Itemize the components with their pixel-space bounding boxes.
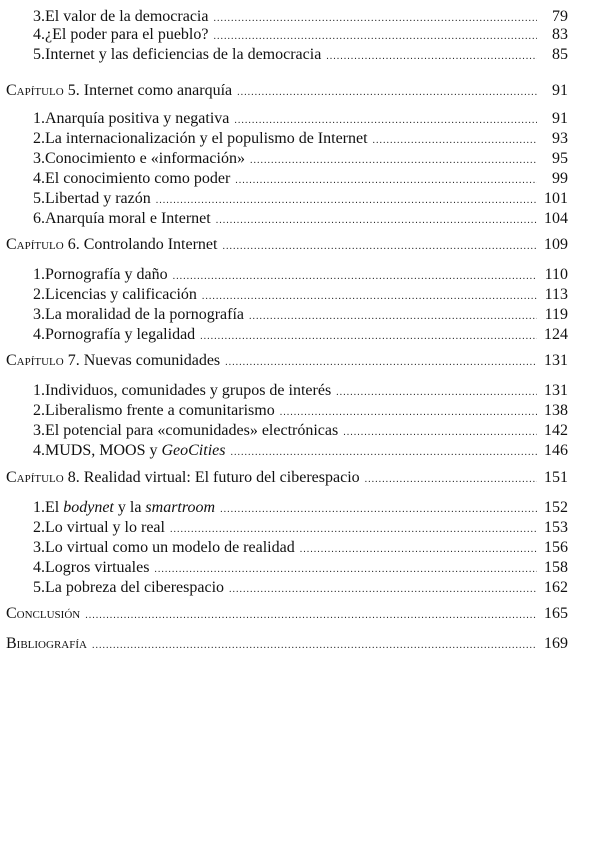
toc-section-entry — [33, 559, 568, 579]
dot-leader — [222, 238, 537, 256]
dot-leader — [280, 404, 537, 422]
entry-title — [45, 170, 230, 188]
title-text: MUDS, MOOS y — [45, 442, 158, 459]
dot-leader — [365, 471, 537, 489]
page-number: 169 — [544, 635, 568, 652]
title-text: y la — [117, 499, 142, 516]
entry-title — [45, 519, 165, 537]
page-number: 156 — [544, 539, 568, 556]
title-text: Anarquía moral e Internet — [45, 210, 211, 227]
dot-leader — [200, 328, 537, 346]
chapter-label: Conclusión — [6, 605, 81, 622]
toc-section-entry — [33, 170, 568, 190]
toc-section-entry — [33, 382, 568, 402]
section-number: 2. — [33, 402, 45, 419]
title-text: Conocimiento e «información» — [45, 150, 245, 167]
title-text: 6. Controlando Internet — [67, 236, 218, 253]
dot-leader — [235, 172, 537, 190]
entry-title — [45, 46, 321, 64]
section-number: 3. — [33, 8, 45, 25]
page-number: 124 — [544, 326, 568, 343]
page-number: 110 — [544, 266, 568, 283]
toc-section-entry — [33, 499, 568, 519]
title-italic: bodynet — [63, 499, 114, 516]
toc-chapter-entry — [6, 469, 568, 489]
toc-section-entry — [33, 150, 568, 170]
toc-section-entry — [33, 519, 568, 539]
toc-section-entry — [33, 579, 568, 599]
section-number: 3. — [33, 422, 45, 439]
page-number: 91 — [552, 82, 568, 99]
toc-section-entry — [33, 266, 568, 286]
dot-leader — [92, 637, 537, 655]
section-number: 6. — [33, 210, 45, 227]
entry-title — [45, 26, 208, 44]
toc-section-entry — [33, 110, 568, 130]
page-number: 131 — [544, 352, 568, 369]
entry-title — [45, 442, 225, 460]
page-number: 162 — [544, 579, 568, 596]
dot-leader — [336, 384, 537, 402]
page-number: 113 — [544, 286, 568, 303]
page-number: 119 — [544, 306, 568, 323]
dot-leader — [220, 501, 537, 519]
entry-title — [45, 539, 295, 557]
page-number: 151 — [544, 469, 568, 486]
title-text: El — [45, 499, 60, 516]
section-number: 3. — [33, 539, 45, 556]
dot-leader — [170, 521, 537, 539]
page-number: 101 — [544, 190, 568, 207]
entry-title — [45, 130, 368, 148]
dot-leader — [202, 288, 537, 306]
toc-section-entry — [33, 8, 568, 28]
entry-title — [45, 579, 224, 597]
dot-leader — [250, 152, 537, 170]
entry-title — [6, 82, 232, 100]
toc-chapter-entry — [6, 82, 568, 102]
section-number: 4. — [33, 326, 45, 343]
title-text: Licencias y calificación — [45, 286, 197, 303]
page-number: 152 — [544, 499, 568, 516]
dot-leader — [373, 132, 537, 150]
section-number: 5. — [33, 46, 45, 63]
entry-title — [6, 236, 217, 254]
title-text: El potencial para «comunidades» electrónicas — [45, 422, 339, 439]
dot-leader — [173, 268, 537, 286]
title-text: Lo virtual como un modelo de realidad — [45, 539, 295, 556]
title-text: La pobreza del ciberespacio — [45, 579, 225, 596]
entry-title — [45, 559, 149, 577]
page-number: 83 — [552, 26, 568, 43]
title-text: 7. Nuevas comunidades — [67, 352, 221, 369]
section-number: 3. — [33, 150, 45, 167]
page-number: 131 — [544, 382, 568, 399]
toc-section-entry — [33, 402, 568, 422]
page-number: 165 — [544, 605, 568, 622]
page-number: 91 — [552, 110, 568, 127]
chapter-label: Capítulo — [6, 82, 64, 99]
title-text: Logros virtuales — [45, 559, 150, 576]
page-number: 153 — [544, 519, 568, 536]
toc-section-entry — [33, 326, 568, 346]
toc-chapter-entry — [6, 236, 568, 256]
entry-title — [45, 150, 245, 168]
section-number: 1. — [33, 110, 45, 127]
entry-title — [45, 210, 211, 228]
chapter-label: Capítulo — [6, 352, 64, 369]
title-text: El conocimiento como poder — [45, 170, 231, 187]
section-number: 4. — [33, 442, 45, 459]
title-text: Pornografía y daño — [45, 266, 168, 283]
toc-section-entry — [33, 442, 568, 462]
chapter-label: Capítulo — [6, 236, 64, 253]
toc-section-entry — [33, 46, 568, 66]
page-number: 142 — [544, 422, 568, 439]
dot-leader — [229, 581, 537, 599]
title-text: El valor de la democracia — [45, 8, 209, 25]
entry-title — [45, 286, 197, 304]
chapter-label: Bibliografía — [6, 635, 87, 652]
toc-section-entry — [33, 130, 568, 150]
entry-title — [45, 422, 338, 440]
toc-section-entry — [33, 26, 568, 46]
entry-title — [45, 306, 244, 324]
entry-title — [45, 110, 229, 128]
page-number: 79 — [552, 8, 568, 25]
entry-title — [45, 382, 331, 400]
toc-chapter-entry — [6, 605, 568, 625]
toc-section-entry — [33, 286, 568, 306]
dot-leader — [343, 424, 537, 442]
title-text: Pornografía y legalidad — [45, 326, 196, 343]
page-number: 99 — [552, 170, 568, 187]
entry-title — [45, 8, 208, 26]
title-text: La internacionalización y el populismo de Internet — [45, 130, 368, 147]
dot-leader — [154, 561, 537, 579]
page-number: 104 — [544, 210, 568, 227]
toc-section-entry — [33, 210, 568, 230]
section-number: 5. — [33, 190, 45, 207]
title-text: Anarquía positiva y negativa — [45, 110, 230, 127]
title-italic: GeoCities — [161, 442, 226, 459]
toc-chapter-entry — [6, 635, 568, 655]
dot-leader — [326, 48, 537, 66]
title-text: ¿El poder para el pueblo? — [45, 26, 209, 43]
title-text: La moralidad de la pornografía — [45, 306, 245, 323]
entry-title — [6, 635, 87, 653]
title-text: Libertad y razón — [45, 190, 151, 207]
title-text: Internet y las deficiencias de la democracia — [45, 46, 322, 63]
entry-title — [45, 402, 275, 420]
title-text: Individuos, comunidades y grupos de interés — [45, 382, 332, 399]
page-number: 109 — [544, 236, 568, 253]
entry-title — [6, 469, 360, 487]
entry-title — [45, 266, 168, 284]
entry-title — [45, 190, 151, 208]
dot-leader — [230, 444, 537, 462]
title-text: Lo virtual y lo real — [45, 519, 165, 536]
title-italic: smartroom — [145, 499, 216, 516]
page-number: 158 — [544, 559, 568, 576]
entry-title — [6, 352, 220, 370]
page-number: 138 — [544, 402, 568, 419]
chapter-label: Capítulo — [6, 469, 64, 486]
section-number: 1. — [33, 266, 45, 283]
section-number: 4. — [33, 170, 45, 187]
page-number: 85 — [552, 46, 568, 63]
dot-leader — [249, 308, 537, 326]
page-number: 93 — [552, 130, 568, 147]
dot-leader — [85, 607, 537, 625]
section-number: 4. — [33, 26, 45, 43]
page-number: 146 — [544, 442, 568, 459]
dot-leader — [216, 212, 537, 230]
title-text: 5. Internet como anarquía — [67, 82, 233, 99]
entry-title — [45, 499, 215, 517]
dot-leader — [225, 354, 537, 372]
section-number: 1. — [33, 382, 45, 399]
dot-leader — [237, 84, 537, 102]
toc-section-entry — [33, 539, 568, 559]
toc-chapter-entry — [6, 352, 568, 372]
dot-leader — [213, 28, 537, 46]
toc-section-entry — [33, 190, 568, 210]
section-number: 2. — [33, 286, 45, 303]
section-number: 2. — [33, 130, 45, 147]
page-number: 95 — [552, 150, 568, 167]
title-text: Liberalismo frente a comunitarismo — [45, 402, 275, 419]
toc-section-entry — [33, 306, 568, 326]
entry-title — [45, 326, 195, 344]
dot-leader — [300, 541, 537, 559]
section-number: 1. — [33, 499, 45, 516]
section-number: 5. — [33, 579, 45, 596]
title-text: 8. Realidad virtual: El futuro del ciberespacio — [67, 469, 360, 486]
toc-section-entry — [33, 422, 568, 442]
section-number: 2. — [33, 519, 45, 536]
dot-leader — [156, 192, 537, 210]
entry-title — [6, 605, 80, 623]
section-number: 3. — [33, 306, 45, 323]
dot-leader — [234, 112, 537, 130]
section-number: 4. — [33, 559, 45, 576]
